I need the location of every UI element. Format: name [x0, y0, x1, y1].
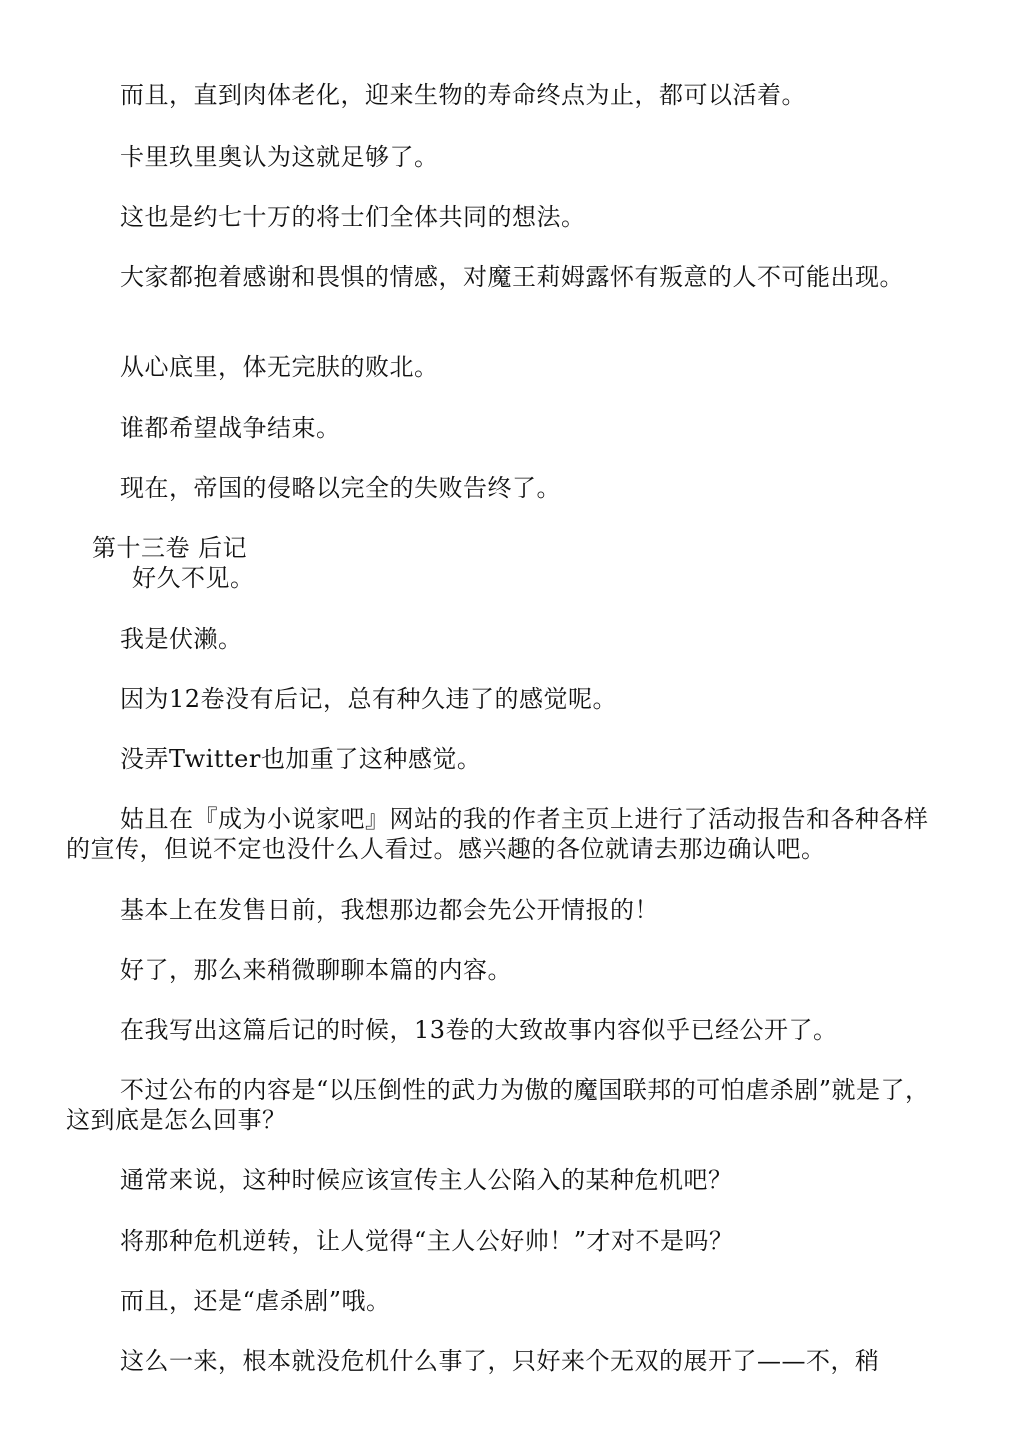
paragraph: 而且，还是“虐杀剧”哦。 — [120, 1287, 391, 1315]
paragraph: 这么一来，根本就没危机什么事了，只好来个无双的展开了——不，稍 — [120, 1347, 880, 1375]
chapter-title: 第十三卷 后记 — [92, 534, 248, 562]
paragraph: 我是伏濑。 — [120, 625, 243, 653]
paragraph: 将那种危机逆转，让人觉得“主人公好帅！”才对不是吗？ — [120, 1227, 734, 1255]
paragraph: 卡里玖里奥认为这就足够了。 — [120, 143, 439, 171]
paragraph: 没弄Twitter也加重了这种感觉。 — [120, 745, 482, 773]
paragraph: 现在，帝国的侵略以完全的失败告终了。 — [120, 474, 561, 502]
paragraph: 从心底里，体无完肤的败北。 — [120, 353, 439, 381]
paragraph: 在我写出这篇后记的时候，13卷的大致故事内容似乎已经公开了。 — [120, 1016, 838, 1044]
paragraph: 谁都希望战争结束。 — [120, 414, 341, 442]
paragraph: 通常来说，这种时候应该宣传主人公陷入的某种危机吧？ — [120, 1166, 733, 1194]
paragraph: 好了，那么来稍微聊聊本篇的内容。 — [120, 956, 512, 984]
paragraph: 好久不见。 — [132, 564, 255, 592]
paragraph: 因为12卷没有后记，总有种久违了的感觉呢。 — [120, 685, 618, 713]
paragraph: 这也是约七十万的将士们全体共同的想法。 — [120, 203, 586, 231]
paragraph: 不过公布的内容是“以压倒性的武力为傲的魔国联邦的可怕虐杀剧”就是了，这到底是怎么回事？ — [66, 1076, 930, 1134]
paragraph: 基本上在发售日前，我想那边都会先公开情报的！ — [120, 896, 659, 924]
paragraph: 大家都抱着感谢和畏惧的情感，对魔王莉姆露怀有叛意的人不可能出现。 — [120, 263, 904, 291]
paragraph: 而且，直到肉体老化，迎来生物的寿命终点为止，都可以活着。 — [120, 81, 806, 109]
paragraph: 姑且在『成为小说家吧』网站的我的作者主页上进行了活动报告和各种各样的宣传，但说不定也没什么人看过。感兴趣的各位就请去那边确认吧。 — [66, 805, 929, 863]
